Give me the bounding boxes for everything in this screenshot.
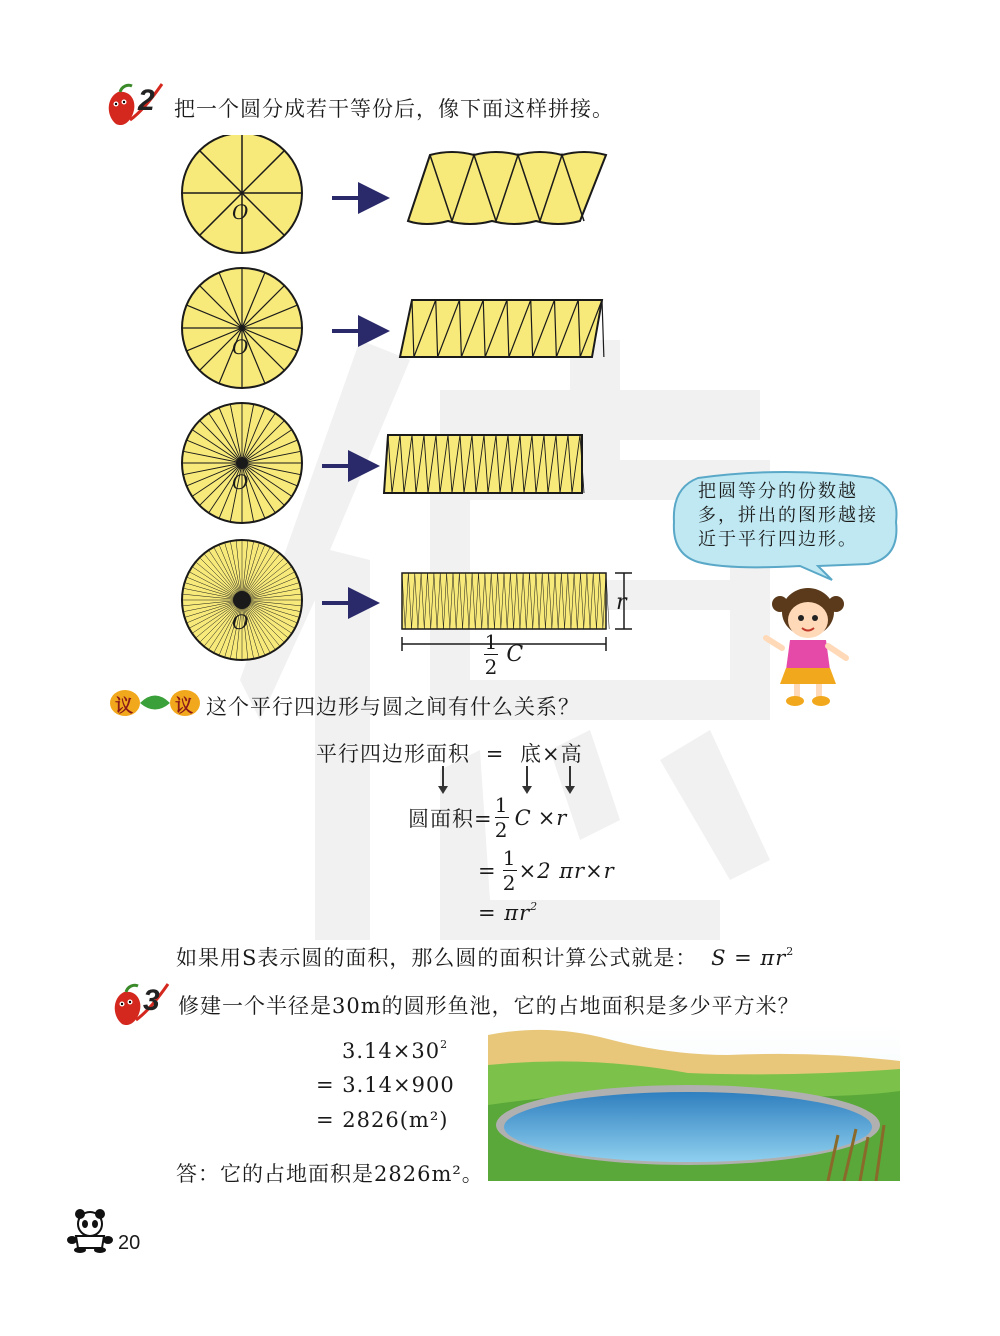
answer-text: 答：它的占地面积是2826m²。 xyxy=(176,1162,484,1186)
down-arrow-icon xyxy=(569,766,571,792)
calc-line1: $3.14\times 30^2$ xyxy=(342,1038,449,1063)
girl-illustration xyxy=(762,582,854,708)
example2-text: 把一个圆分成若干等份后，像下面这样拼接。 xyxy=(174,97,614,121)
center-label: O xyxy=(232,335,249,359)
example-number: 2 xyxy=(138,84,155,117)
parallelogram-64 xyxy=(402,573,609,629)
center-label: O xyxy=(232,610,249,634)
calc-line3: = 2826(m²) xyxy=(316,1108,449,1132)
down-arrow-icon xyxy=(442,766,444,792)
parallelogram-16 xyxy=(400,300,604,357)
pepper-number-icon xyxy=(110,980,172,1028)
example-number: 3 xyxy=(143,984,160,1017)
circle-8-slices xyxy=(182,135,302,253)
circle-32-slices xyxy=(182,403,302,523)
center-label: O xyxy=(232,200,249,224)
derivation-row1: 平行四边形面积 = 底×高 xyxy=(316,742,583,766)
down-arrow-icon xyxy=(526,766,528,792)
example3-text: 修建一个半径是30m的圆形鱼池，它的占地面积是多少平方米？ xyxy=(178,994,800,1018)
circle-64-slices xyxy=(182,540,302,660)
discuss-text: 这个平行四边形与圆之间有什么关系？ xyxy=(206,695,580,719)
calc-line2: = 3.14×900 xyxy=(316,1073,455,1097)
discuss-badge-right: 议 xyxy=(175,696,193,717)
circle-16-slices xyxy=(182,268,302,388)
center-label: O xyxy=(232,470,249,494)
pond-illustration xyxy=(488,1025,900,1181)
bubble-text: 把圆等分的份数越 多，拼出的图形越接 近于平行四边形。 xyxy=(698,481,878,550)
derivation-row2: 圆面积= $\frac{1}{2}$ C × r xyxy=(408,793,568,842)
derivation-row3: = $\frac{1}{2}$ ×2 πr×r xyxy=(478,846,615,895)
pepper-number-icon xyxy=(104,80,166,128)
parallelogram-32 xyxy=(384,435,584,493)
radius-label: r xyxy=(616,590,627,615)
panda-icon xyxy=(66,1206,114,1254)
area-formula-sentence: 如果用S表示圆的面积，那么圆的面积计算公式就是： $S = \pi r^2$ xyxy=(176,945,795,970)
page-number: 20 xyxy=(118,1232,141,1254)
derivation-row4: = $\pi r^2$ xyxy=(478,900,539,925)
discuss-badge-left: 议 xyxy=(115,696,133,717)
half-c-label: $\frac{1}{2}$ C xyxy=(484,630,524,679)
